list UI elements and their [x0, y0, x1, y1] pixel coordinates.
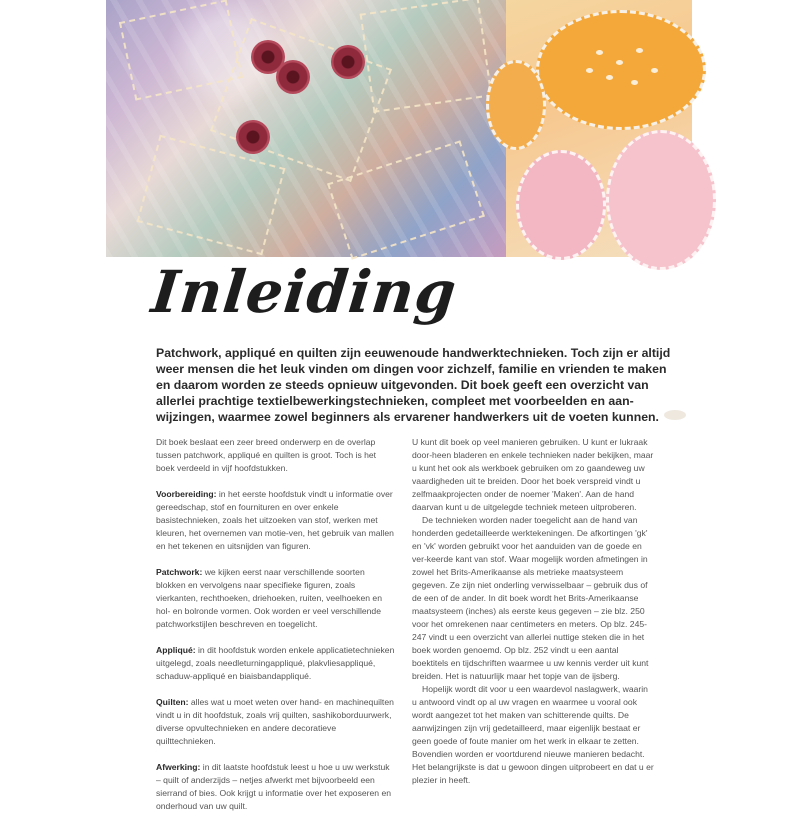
section-text: in dit laatste hoofdstuk leest u hoe u uw werkstuk – quilt of anderzijds – netjes afwerkt met bijvoorbeeld een sierrand of bies. Ook krijgt u informatie over het exposeren en onderhoud van uw quilt. — [156, 762, 392, 811]
crazy-quilt-image — [106, 0, 506, 257]
section-heading: Appliqué: — [156, 645, 196, 655]
section-text: we kijken eerst naar verschillende soorten blokken en vervolgens naar specifieke figuren, zoals vierkanten, rechthoeken, driehoeken, ruiten, veelhoeken en hol- en bolronde vormen. Ook worden er veel verschillende patchworkstijlen beschreven en toegelicht. — [156, 567, 382, 629]
hero-banner — [106, 0, 692, 257]
section-heading: Voorbereiding: — [156, 489, 217, 499]
section-paragraph — [156, 761, 396, 813]
body-paragraph: De technieken worden nader toegelicht aan de hand van honderden gedetailleerde werktekeningen. De afkortingen 'gk' en 'vk' worden gebruikt voor het aanduiden van de goede en ver-keerde kant van stof. Waar mogelijk worden afmetingen in zowel het Brits-Amerikaanse als metrieke maatsysteem gegeven. Ze zijn niet onderling verwisselbaar – gebruik dus of de een of de ander. In dit boek wordt het Brits-Amerikaanse maatsysteem (inches) als eerste keus gegeven – zie blz. 250 voor het omrekenen naar centimeters en meters. Op blz. 245-247 vindt u een overzicht van allerlei nuttige steken die in het boek worden genoemd. Op blz. 252 vindt u een aantal boektitels en tijdschriften waarmee u uw kennis verder uit kunt breiden. Het is natuurlijk maar het topje van de ijsberg. — [412, 515, 649, 681]
page-mark — [664, 410, 686, 420]
section-heading: Quilten: — [156, 697, 189, 707]
section-paragraph — [156, 644, 396, 683]
section-paragraph — [156, 566, 396, 631]
lead-paragraph: Patchwork, appliqué en quilten zijn eeuwenoude handwerktechnieken. Toch zijn er altijd weer mensen die het leuk vinden om dingen voor zichzelf, familie en vrienden te maken en daarom worden ze steeds opnieuw uitgevonden. Dit boek geeft een overzicht van allerlei prachtige textielbewerkingstechnieken, compleet met voorbeelden en aan-wijzingen, waarmee zowel beginners als ervarener handwerkers uit de voeten kunnen. — [156, 346, 671, 424]
left-column — [156, 436, 396, 826]
body-paragraph: U kunt dit boek op veel manieren gebruiken. U kunt er lukraak door-heen bladeren en enkele technieken nader bekijken, maar u kunt het ook als werkboek gebruiken om zo gaandeweg uw vaardigheden uit te breiden. Door het boek verspreid vindt u zelfmaakprojecten onder de noemer 'Maken'. Aan de hand daarvan kunt u de uitgelegde techniek meteen uitproberen. — [412, 437, 654, 512]
section-paragraph — [156, 488, 396, 553]
page-title: Inleiding — [148, 258, 461, 326]
body-paragraph: Hopelijk wordt dit voor u een waardevol naslagwerk, waarin u antwoord vindt op al uw vragen en waarmee u vooral ook wordt aangezet tot het maken van schitterende quilts. De aanwijzingen zijn vrij gedetailleerd, maar eigenlijk bestaat er geen goede of foute manier om het werk in elkaar te zetten. Bovendien worden er voortdurend nieuwe manieren bedacht. Het belangrijkste is dat u gewoon dingen uitprobeert en dat u er plezier in heeft. — [412, 684, 654, 785]
intro-paragraph: Dit boek beslaat een zeer breed onderwerp en de overlap tussen patchwork, appliqué en quilten is groot. Toch is het boek verdeeld in vijf hoofdstukken. — [156, 437, 377, 473]
section-heading: Patchwork: — [156, 567, 203, 577]
applique-flower-image — [506, 0, 692, 257]
section-paragraph — [156, 696, 396, 748]
right-column — [412, 436, 654, 787]
section-heading: Afwerking: — [156, 762, 201, 772]
section-text: in het eerste hoofdstuk vindt u informatie over gereedschap, stof en fournituren en over enkele basistechnieken, zoals het uitzoeken van stof, werken met kleuren, het overnemen van motie-ven, het gebruik van mallen en het tekenen en uitsnijden van figuren. — [156, 489, 394, 551]
section-text: in dit hoofdstuk worden enkele applicatietechnieken uitgelegd, zoals needleturningappliqué, plakvliesappliqué, schaduw-appliqué en biaisbandappliqué. — [156, 645, 395, 681]
section-text: alles wat u moet weten over hand- en machinequilten vindt u in dit hoofdstuk, zoals vrij quilten, sashikoborduurwerk, diverse opvultechnieken en andere decoratieve quilttechnieken. — [156, 697, 394, 746]
